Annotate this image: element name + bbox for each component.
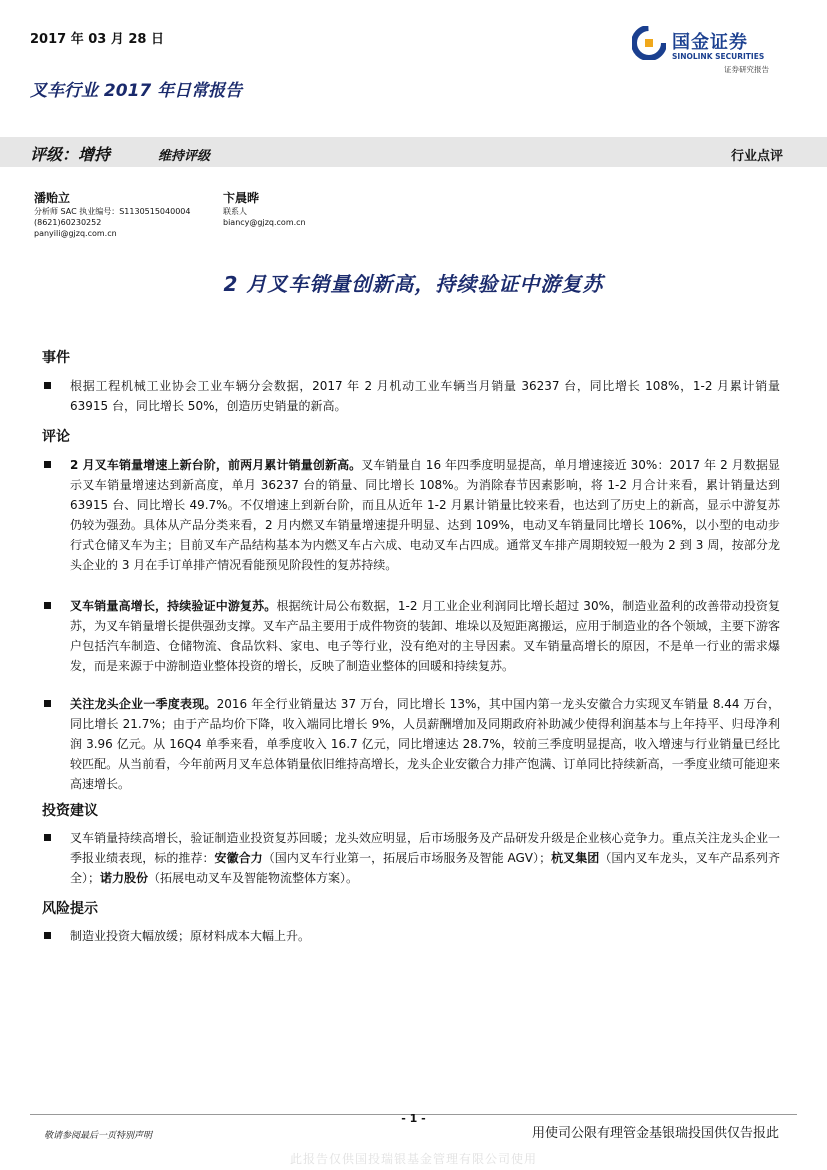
headline: 2 月叉车销量创新高，持续验证中游复苏 <box>223 272 604 296</box>
bullet-icon <box>44 461 51 468</box>
bullet-icon <box>44 602 51 609</box>
rating-band <box>0 137 827 167</box>
logo-en-text: SINOLINK SECURITIES <box>672 52 765 61</box>
company-logo <box>632 22 792 80</box>
invest-text: 叉车销量持续高增长，验证制造业投资复苏回暖；龙头效应明显，后市场服务及产品研发升级是企业核心竞争力。重点关注龙头企业一季报业绩表现，标的推荐： <box>70 831 780 865</box>
logo-cn-text: 国金证券 <box>672 32 748 53</box>
stock-pick-1-note: （国内叉车行业第一，拓展后市场服务及智能 AGV）； <box>262 851 552 865</box>
comment-1-lead: 2 月叉车销量增速上新台阶，前两月累计销量创新高。 <box>70 458 362 472</box>
section-event-title: 事件 <box>42 350 70 366</box>
comment-paragraph-1 <box>70 455 780 575</box>
bullet-icon <box>44 700 51 707</box>
comment-paragraph-2 <box>70 596 780 676</box>
rating-maintain: 维持评级 <box>158 149 211 164</box>
bullet-icon <box>44 834 51 841</box>
event-paragraph: 根据工程机械工业协会工业车辆分会数据，2017 年 2 月机动工业车辆当月销量 36237 台，同比增长 108%，1-2 月累计销量 63915 台，同比增长 50%，创造历史销量的新高。 <box>70 379 780 413</box>
analyst-name: 潘贻立 <box>34 191 71 205</box>
stock-pick-2-note: （国内叉车龙头，叉车产品系列齐全）； <box>70 851 780 885</box>
report-series-title: 叉车行业 2017 年日常报告 <box>30 81 243 101</box>
analyst-cert: 分析师 SAC 执业编号：S1130515040004 <box>34 207 191 216</box>
watermark: 此报告仅供国投瑞银基金管理有限公司使用 <box>289 1152 537 1166</box>
section-invest-title: 投资建议 <box>42 803 98 819</box>
bullet-icon <box>44 382 51 389</box>
comment-paragraph-3 <box>70 694 780 794</box>
contact-email[interactable]: biancy@gjzq.com.cn <box>223 218 306 227</box>
stock-pick-3-note: （拓展电动叉车及智能物流整体方案）。 <box>148 871 359 885</box>
report-category: 行业点评 <box>730 149 783 164</box>
rating-label: 评级：增持 <box>30 145 111 164</box>
invest-paragraph <box>70 828 780 888</box>
footer-disclaimer-note: 敬请参阅最后一页特别声明 <box>44 1131 153 1141</box>
comment-1-body: 叉车销量自 16 年四季度明显提高，单月增速接近 30%：2017 年 2 月数据显示叉车销量增速达到新高度，单月 36237 台的销量、同比增长 108%。为消除春节因素影响，将 1-2 月合计来看，累计销量达到 63915 台、同比增长 49.7%。不仅增速上到新台阶，而且从近年 1-2 月累计销量比较来看，也达到了历史上的新高，显示中游复苏仍较为强劲。具体从产品分类来看，2 月内燃叉车销量增速提升明显、达到 109%，电动叉车销量同比增长 106%，以小型的电动步行式仓储叉车为主；目前叉车产品结构基本为内燃叉车占六成、电动叉车占四成。通常叉车排产周期较短一般为 2 到 3 周，按部分龙头企业的 3 月在手订单排产情况看能预见阶段性的复苏持续。 <box>70 458 780 572</box>
analyst-card-2 <box>223 190 306 228</box>
logo-subtitle: 证券研究报告 <box>724 65 769 74</box>
page-number: - 1 - <box>401 1112 426 1125</box>
risk-paragraph: 制造业投资大幅放缓；原材料成本大幅上升。 <box>70 929 311 943</box>
comment-3-body: 2016 年全行业销量达 37 万台，同比增长 13%，其中国内第一龙头安徽合力实现叉车销量 8.44 万台，同比增长 21.7%；由于产品均价下降，收入端同比增长 9%，人员薪酬增加及同期政府补助减少使得利润基本与上年持平、归母净利润 3.96 亿元。从 16Q4 单季来看，单季度收入 16.7 亿元，同比增速达 28.7%，较前三季度明显提高，收入增速与行业销量已经比较匹配。从当前看，今年前两月叉车总体销量依旧维持高增长，龙头企业安徽合力排产饱满、订单同比持续新高，一季度业绩可能迎来高速增长。 <box>70 697 780 791</box>
section-risk-title: 风险提示 <box>42 901 98 917</box>
sinolink-logo-icon <box>632 26 666 60</box>
comment-3-lead: 关注龙头企业一季度表现。 <box>70 697 217 711</box>
section-comment-title: 评论 <box>42 429 70 445</box>
stock-pick-3: 诺力股份 <box>100 871 149 885</box>
stock-pick-2: 杭叉集团 <box>551 851 600 865</box>
analyst-card-1 <box>34 190 190 239</box>
stock-pick-1: 安徽合力 <box>214 851 263 865</box>
footer-right-text: 用使司公限有理管金基银瑞投国供仅告报此 <box>531 1126 779 1141</box>
comment-2-body: 根据统计局公布数据，1-2 月工业企业利润同比增长超过 30%，制造业盈利的改善带动投资复苏，为叉车销量增长提供强劲支撑。叉车产品主要用于成件物资的装卸、堆垛以及短距离搬运，应用于制造业的各个领域，主要下游客户包括汽车制造、仓储物流、食品饮料、家电、电子等行业，没有绝对的主导因素。叉车销量高增长的原因，不是单一行业的需求爆发，而是来源于中游制造业整体投资的增长，反映了制造业整体的回暖和持续复苏。 <box>70 599 780 673</box>
contact-name: 卞晨晔 <box>223 191 260 205</box>
comment-2-lead: 叉车销量高增长，持续验证中游复苏。 <box>70 599 277 613</box>
report-date: 2017 年 03 月 28 日 <box>30 32 164 47</box>
analyst-email[interactable]: panyili@gjzq.com.cn <box>34 229 117 238</box>
analyst-phone: (8621)60230252 <box>34 218 102 227</box>
bullet-icon <box>44 932 51 939</box>
contact-role: 联系人 <box>223 207 247 216</box>
